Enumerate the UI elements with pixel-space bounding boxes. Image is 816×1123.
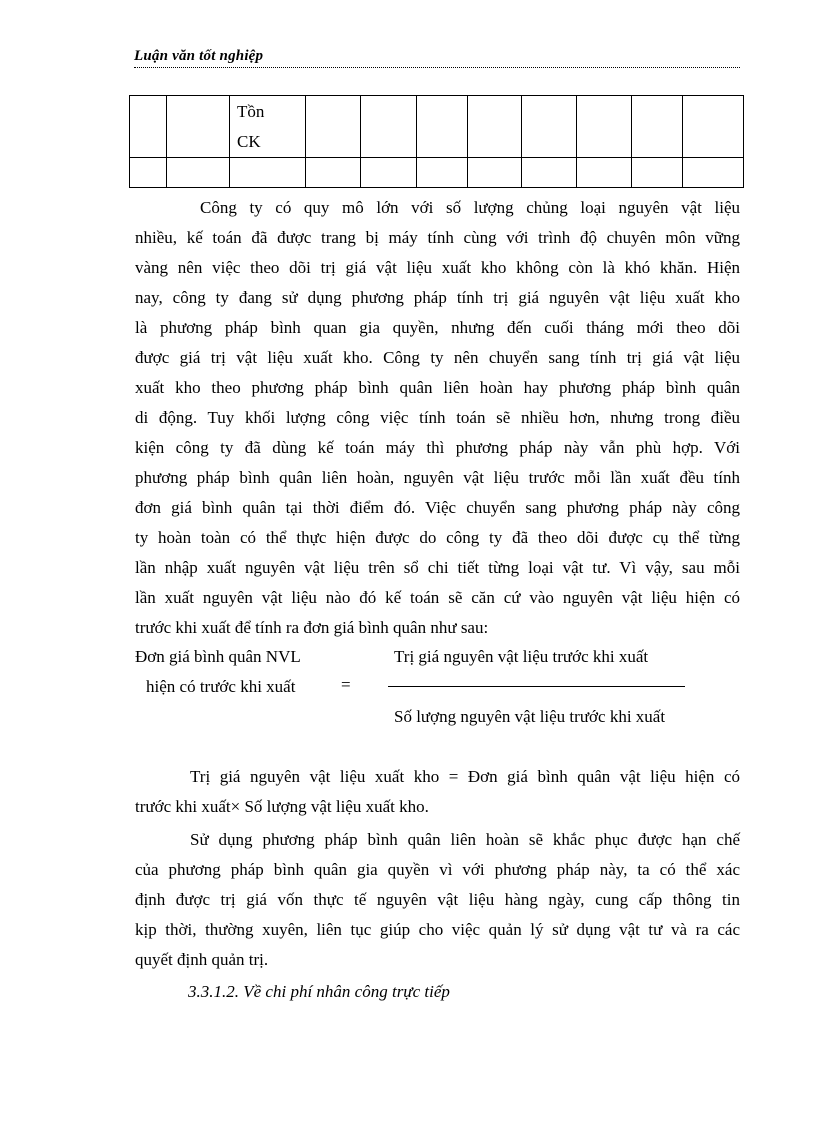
section-heading: 3.3.1.2. Về chi phí nhân công trực tiếp (188, 982, 450, 1001)
formula-equals: = (341, 675, 351, 694)
table-cell (417, 158, 468, 188)
text-line: kiện công ty đã dùng kế toán máy thì phương pháp này vẫn phù hợp. Với (135, 438, 740, 457)
table-cell (230, 158, 306, 188)
text-line: Sử dụng phương pháp bình quân liên hoàn sẽ khắc phục được hạn chế (190, 830, 740, 849)
text-line: nhiều, kế toán đã được trang bị máy tính cùng với trình độ chuyên môn vững (135, 228, 740, 247)
text-line: được giá trị vật liệu xuất kho. Công ty nên chuyển sang tính trị giá vật liệu (135, 348, 740, 367)
text-line: quyết định quản trị. (135, 950, 269, 969)
formula-numerator: Trị giá nguyên vật liệu trước khi xuất (394, 647, 649, 666)
table-cell (683, 96, 744, 158)
table-cell (632, 96, 683, 158)
text-line: lần xuất nguyên vật liệu nào đó kế toán sẽ căn cứ vào nguyên vật liệu hiện có (135, 588, 740, 607)
table-cell (361, 158, 417, 188)
table-cell (468, 96, 522, 158)
text-line: trước khi xuất× Số lượng vật liệu xuất kho. (135, 797, 429, 816)
text-line: của phương pháp bình quân gia quyền vì với phương pháp này, ta có thể xác (135, 860, 740, 879)
text-line: định được trị giá vốn thực tế nguyên vật liệu hàng ngày, cung cấp thông tin (135, 890, 740, 909)
paragraph-method-discussion (135, 193, 740, 643)
paragraph-benefits (135, 825, 740, 975)
table-cell (683, 158, 744, 188)
text-line: di động. Tuy khối lượng công việc tính toán sẽ nhiều hơn, nhưng trong điều (135, 408, 740, 427)
table-cell (167, 96, 230, 158)
table-cell (306, 158, 361, 188)
text-line: xuất kho theo phương pháp bình quân liên hoàn hay phương pháp bình quân (135, 378, 740, 397)
fraction-bar (388, 686, 685, 687)
table-cell (417, 96, 468, 158)
table-cell (522, 158, 577, 188)
text-line: nay, công ty đang sử dụng phương pháp tính trị giá nguyên vật liệu xuất kho (135, 288, 740, 307)
table-cell (306, 96, 361, 158)
running-header: Luận văn tốt nghiệp (134, 48, 264, 64)
table-cell (468, 158, 522, 188)
formula-lhs-line2: hiện có trước khi xuất (146, 677, 296, 696)
paragraph-issue-value-formula (135, 762, 740, 822)
text-line: vàng nên việc theo dõi trị giá vật liệu xuất kho không còn là khó khăn. Hiện (135, 258, 740, 277)
table-cell (361, 96, 417, 158)
header-divider (134, 67, 740, 68)
formula-denominator: Số lượng nguyên vật liệu trước khi xuất (394, 707, 666, 726)
text-line: kịp thời, thường xuyên, liên tục giúp cho việc quản lý sử dụng vật tư và ra các (135, 920, 740, 939)
text-line: là phương pháp bình quan gia quyền, nhưng đến cuối tháng mới theo dõi (135, 318, 740, 337)
table-cell-closing-stock (230, 96, 306, 158)
table-cell (632, 158, 683, 188)
table-cell (130, 158, 167, 188)
inventory-table (129, 95, 744, 188)
text-line: đơn giá bình quân tại thời điểm đó. Việc chuyển sang phương pháp này công (135, 498, 740, 517)
text-line: Công ty có quy mô lớn với số lượng chủng loại nguyên vật liệu (200, 198, 740, 217)
text-line: ty hoàn toàn có thể thực hiện được do công ty đã theo dõi được cụ thể từng (135, 528, 740, 547)
table-cell (167, 158, 230, 188)
text-line: lần nhập xuất nguyên vật liệu trên sổ chi tiết từng loại vật tư. Vì vậy, sau mỗi (135, 558, 740, 577)
table-cell (130, 96, 167, 158)
text-line: trước khi xuất để tính ra đơn giá bình quân như sau: (135, 618, 489, 637)
table-row (130, 158, 744, 188)
text-line: phương pháp bình quân liên hoàn, nguyên vật liệu trước mỗi lần xuất đều tính (135, 468, 740, 487)
table-cell (577, 158, 632, 188)
closing-stock-label: Tồn CK (237, 102, 265, 151)
table-row (130, 96, 744, 158)
text-line: Trị giá nguyên vật liệu xuất kho = Đơn giá bình quân vật liệu hiện có (190, 767, 740, 786)
table-cell (522, 96, 577, 158)
table-cell (577, 96, 632, 158)
formula-lhs-line1: Đơn giá bình quân NVL (135, 647, 301, 666)
